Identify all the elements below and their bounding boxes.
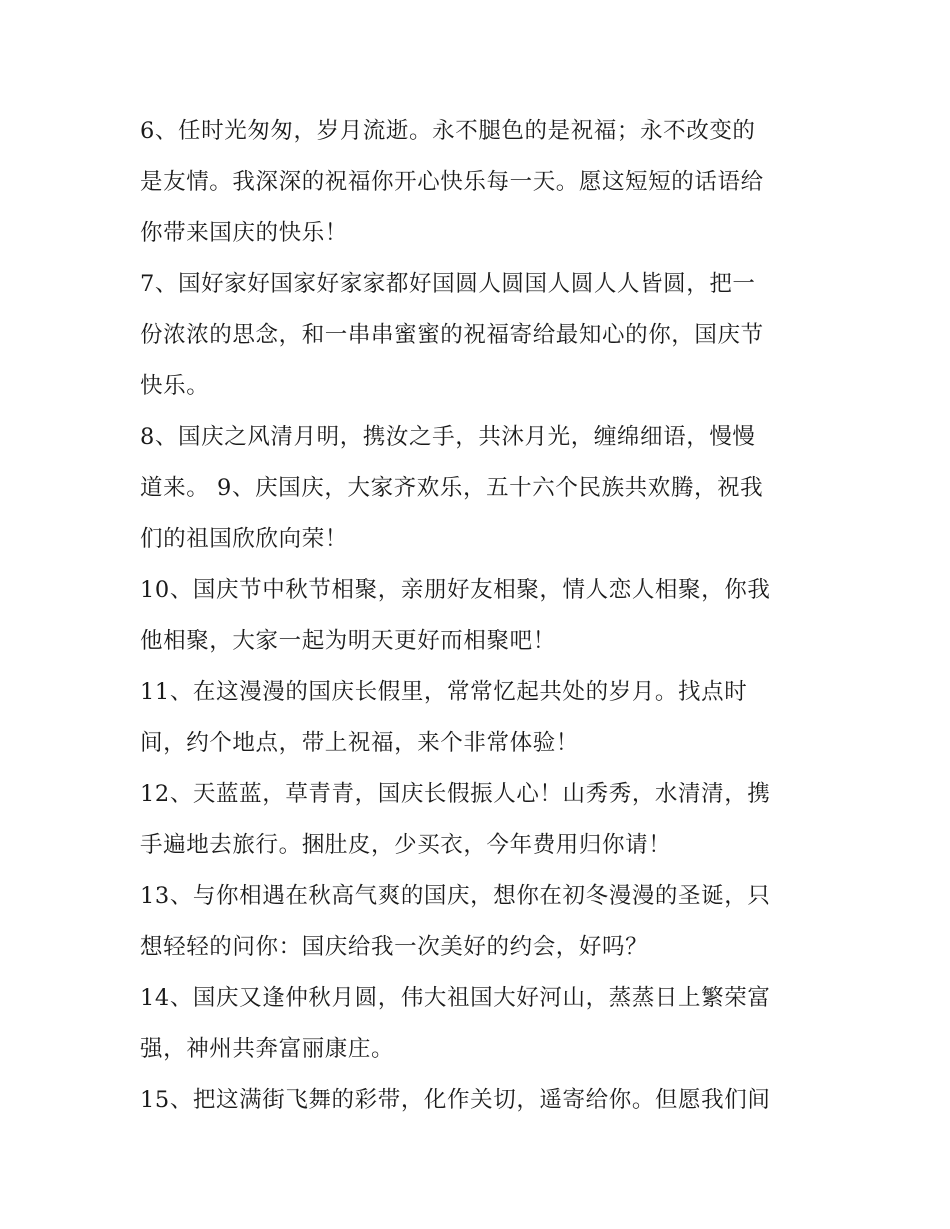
text-line: 6、任时光匆匆，岁月流逝。永不腿色的是祝福；永不改变的 xyxy=(140,118,756,144)
text-line: 快乐。 xyxy=(140,373,210,399)
text-line: 份浓浓的思念，和一串串蜜蜜的祝福寄给最知心的你，国庆节 xyxy=(140,322,764,348)
text-line: 8、国庆之风清月明，携汝之手，共沐月光，缠绵细语，慢慢 xyxy=(140,424,756,450)
text-line: 14、国庆又逢仲秋月圆，伟大祖国大好河山，蒸蒸日上繁荣富 xyxy=(140,985,771,1011)
text-line: 们的祖国欣欣向荣！ xyxy=(140,526,348,552)
text-line: 15、把这满街飞舞的彩带，化作关切，遥寄给你。但愿我们间 xyxy=(140,1087,771,1113)
text-line: 想轻轻的问你：国庆给我一次美好的约会，好吗？ xyxy=(140,934,649,960)
text-line: 间，约个地点，带上祝福，来个非常体验！ xyxy=(140,730,579,756)
text-line: 他相聚，大家一起为明天更好而相聚吧！ xyxy=(140,628,556,654)
text-line: 强，神州共奔富丽康庄。 xyxy=(140,1036,395,1062)
text-line: 10、国庆节中秋节相聚，亲朋好友相聚，情人恋人相聚，你我 xyxy=(140,577,771,603)
text-line: 13、与你相遇在秋高气爽的国庆，想你在初冬漫漫的圣诞，只 xyxy=(140,883,771,909)
text-line: 你带来国庆的快乐！ xyxy=(140,220,348,246)
text-line: 12、天蓝蓝，草青青，国庆长假振人心！山秀秀，水清清，携 xyxy=(140,781,771,807)
text-line: 道来。 9、庆国庆，大家齐欢乐，五十六个民族共欢腾，祝我 xyxy=(140,475,764,501)
text-line: 7、国好家好国家好家家都好国圆人圆国人圆人人皆圆，把一 xyxy=(140,271,756,297)
text-line: 11、在这漫漫的国庆长假里，常常忆起共处的岁月。找点时 xyxy=(140,679,748,705)
text-line: 手遍地去旅行。捆肚皮，少买衣，今年费用归你请！ xyxy=(140,832,672,858)
text-line: 是友情。我深深的祝福你开心快乐每一天。愿这短短的话语给 xyxy=(140,169,764,195)
document-body xyxy=(140,106,810,1126)
